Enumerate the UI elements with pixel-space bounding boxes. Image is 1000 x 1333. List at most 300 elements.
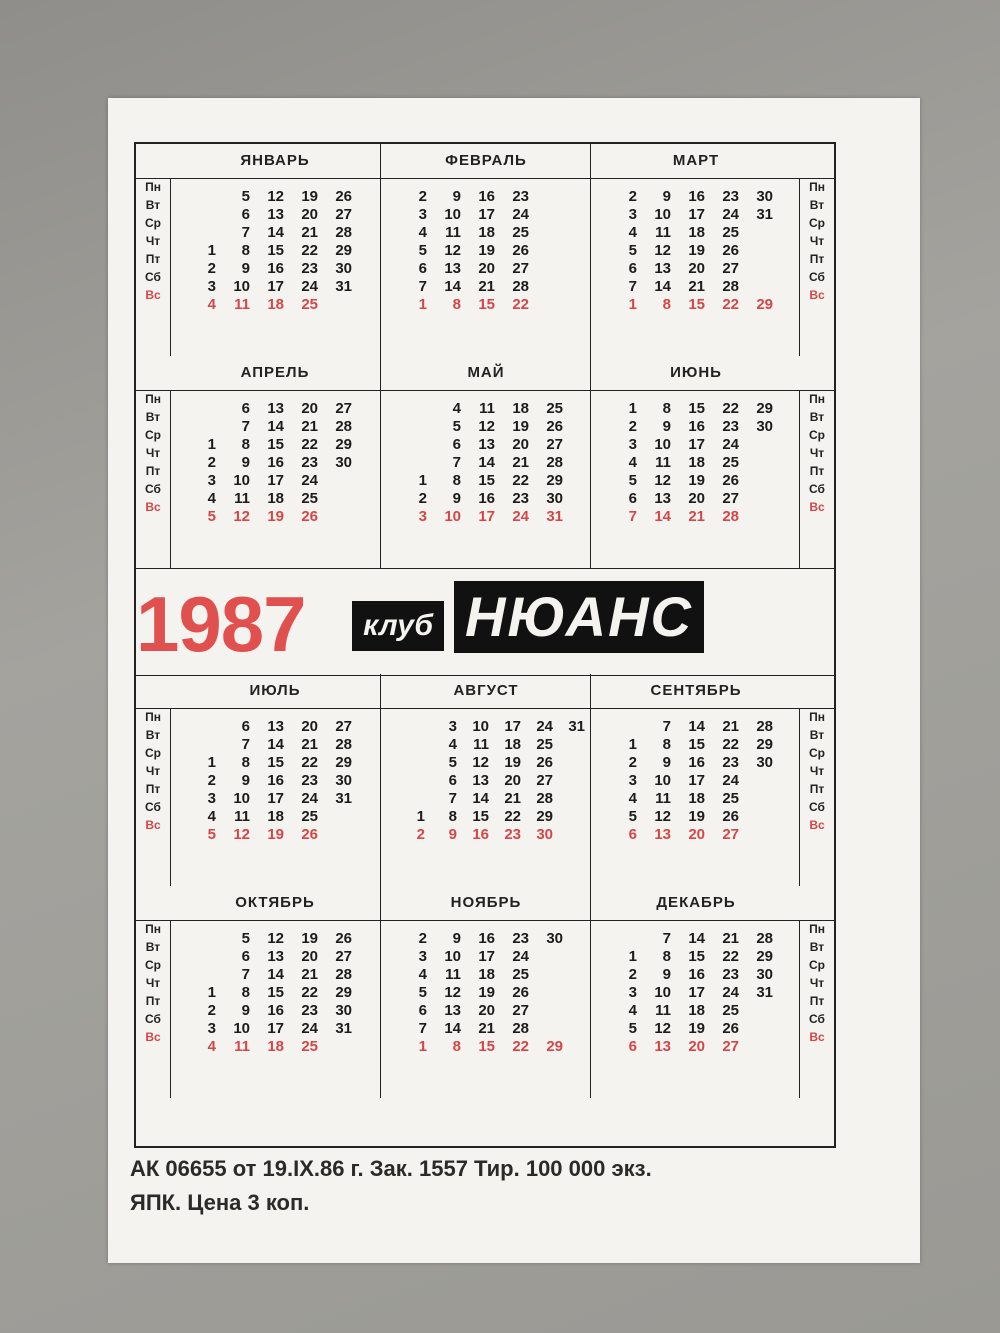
- day-number: 16: [472, 826, 489, 843]
- day-number: 6: [448, 772, 457, 789]
- day-number: 18: [688, 1002, 705, 1019]
- day-number: 18: [688, 224, 705, 241]
- weekday-row: [603, 754, 795, 772]
- day-number: 12: [472, 754, 489, 771]
- day-number: 21: [478, 1020, 495, 1037]
- day-number: [529, 1020, 563, 1038]
- weekday-row: [393, 772, 585, 790]
- day-number: 14: [267, 966, 284, 983]
- day-number: 6: [241, 948, 250, 965]
- day-number: 23: [722, 754, 739, 771]
- quarter-row-4: [136, 886, 834, 1098]
- day-number: 8: [241, 754, 250, 771]
- weekday-row: [603, 436, 795, 454]
- month-block: [170, 674, 380, 886]
- day-number: 12: [654, 1020, 671, 1037]
- day-number: 19: [504, 754, 521, 771]
- day-number: 9: [241, 454, 250, 471]
- day-number: 28: [756, 718, 773, 735]
- day-number: 24: [301, 790, 318, 807]
- day-number: 20: [301, 948, 318, 965]
- weekday-row: [603, 790, 795, 808]
- day-number: 6: [452, 436, 461, 453]
- day-number: 19: [301, 188, 318, 205]
- day-number: 25: [722, 454, 739, 471]
- day-number: [553, 790, 585, 808]
- day-number: [739, 242, 773, 260]
- weekday-column: [136, 178, 171, 356]
- day-number: 1: [628, 948, 637, 965]
- weekday-row: [603, 1020, 795, 1038]
- day-number: 19: [688, 808, 705, 825]
- month-block: [590, 674, 801, 886]
- day-number: 27: [335, 948, 352, 965]
- day-number: 20: [688, 826, 705, 843]
- day-number: 16: [267, 454, 284, 471]
- month-days: [393, 400, 585, 526]
- day-number: 31: [335, 1020, 352, 1037]
- weekday-label: Вт: [145, 728, 161, 742]
- day-number: 21: [722, 718, 739, 735]
- day-number: 12: [444, 242, 461, 259]
- day-number: 4: [628, 224, 637, 241]
- day-number: 14: [267, 224, 284, 241]
- day-number: 7: [418, 1020, 427, 1037]
- weekday-label: Пн: [145, 922, 161, 936]
- weekday-row: [393, 1038, 585, 1056]
- weekday-label: Сб: [145, 1012, 161, 1026]
- weekday-row: [393, 278, 585, 296]
- weekday-label: Сб: [145, 800, 161, 814]
- day-number: 22: [722, 948, 739, 965]
- day-number: 11: [445, 966, 461, 983]
- day-number: [603, 930, 637, 948]
- brand-logo: НЮАНС: [454, 581, 704, 653]
- day-number: 6: [241, 206, 250, 223]
- day-number: 15: [267, 436, 284, 453]
- day-number: 30: [546, 490, 563, 507]
- day-number: [393, 718, 425, 736]
- day-number: 26: [546, 418, 563, 435]
- day-number: 16: [688, 418, 705, 435]
- weekday-row: [393, 508, 585, 526]
- weekday-row: [182, 1038, 374, 1056]
- weekday-row: [182, 1002, 374, 1020]
- day-number: [529, 1002, 563, 1020]
- weekday-row: [603, 472, 795, 490]
- day-number: 18: [478, 224, 495, 241]
- day-number: 5: [207, 826, 216, 843]
- weekday-label: Сб: [145, 270, 161, 284]
- weekday-label: Пн: [809, 180, 825, 194]
- day-number: 30: [546, 930, 563, 947]
- month-name: ФЕВРАЛЬ: [445, 152, 527, 169]
- weekday-label: Вс: [145, 288, 161, 302]
- day-number: [739, 790, 773, 808]
- day-number: 13: [444, 1002, 461, 1019]
- weekday-label: Вт: [145, 198, 161, 212]
- day-number: 26: [335, 930, 352, 947]
- day-number: 3: [448, 718, 457, 735]
- day-number: 27: [335, 718, 352, 735]
- weekday-row: [603, 508, 795, 526]
- day-number: 27: [512, 260, 529, 277]
- day-number: 5: [418, 242, 427, 259]
- day-number: 3: [628, 436, 637, 453]
- day-number: 6: [628, 490, 637, 507]
- weekday-column: [799, 390, 834, 568]
- day-number: 9: [662, 188, 671, 205]
- day-number: 23: [301, 772, 318, 789]
- weekday-row: [603, 188, 795, 206]
- day-number: 20: [688, 260, 705, 277]
- day-number: 23: [722, 966, 739, 983]
- weekday-label: Вт: [145, 940, 161, 954]
- day-number: 27: [722, 260, 739, 277]
- weekday-row: [182, 736, 374, 754]
- day-number: [318, 490, 352, 508]
- day-number: 31: [568, 718, 585, 735]
- weekday-row: [182, 826, 374, 844]
- weekday-row: [393, 736, 585, 754]
- day-number: 17: [267, 1020, 284, 1037]
- day-number: 3: [628, 206, 637, 223]
- weekday-row: [182, 278, 374, 296]
- day-number: 13: [267, 718, 284, 735]
- weekday-label: Пт: [145, 994, 161, 1008]
- month-block: [380, 144, 591, 356]
- weekday-label: Пт: [145, 252, 161, 266]
- day-number: 23: [301, 1002, 318, 1019]
- day-number: 6: [628, 1038, 637, 1055]
- day-number: 15: [478, 1038, 495, 1055]
- weekday-row: [182, 930, 374, 948]
- day-number: 15: [267, 754, 284, 771]
- day-number: 2: [418, 490, 427, 507]
- day-number: 15: [688, 736, 705, 753]
- day-number: 15: [688, 400, 705, 417]
- weekday-row: [603, 736, 795, 754]
- weekday-row: [182, 718, 374, 736]
- day-number: 7: [241, 736, 250, 753]
- weekday-row: [393, 206, 585, 224]
- day-number: [529, 966, 563, 984]
- weekday-row: [603, 1038, 795, 1056]
- day-number: 12: [478, 418, 495, 435]
- year-label: 1987: [136, 580, 306, 668]
- month-days: [182, 718, 374, 844]
- day-number: 27: [722, 1038, 739, 1055]
- weekday-row: [603, 400, 795, 418]
- day-number: 14: [688, 718, 705, 735]
- day-number: 15: [478, 472, 495, 489]
- day-number: 13: [267, 206, 284, 223]
- day-number: 20: [504, 772, 521, 789]
- day-number: 27: [512, 1002, 529, 1019]
- weekday-label: Пн: [809, 922, 825, 936]
- weekday-row: [393, 242, 585, 260]
- day-number: 24: [722, 206, 739, 223]
- weekday-label: Чт: [145, 764, 161, 778]
- day-number: 7: [452, 454, 461, 471]
- day-number: 21: [512, 454, 529, 471]
- day-number: 18: [512, 400, 529, 417]
- day-number: 8: [241, 984, 250, 1001]
- day-number: 8: [662, 736, 671, 753]
- day-number: 30: [335, 454, 352, 471]
- weekday-row: [182, 224, 374, 242]
- day-number: 20: [301, 206, 318, 223]
- weekday-row: [182, 754, 374, 772]
- day-number: 25: [546, 400, 563, 417]
- day-number: 17: [267, 790, 284, 807]
- day-number: 30: [756, 418, 773, 435]
- day-number: [739, 808, 773, 826]
- day-number: 23: [722, 188, 739, 205]
- day-number: 17: [688, 772, 705, 789]
- day-number: [739, 260, 773, 278]
- day-number: [393, 418, 427, 436]
- day-number: 17: [267, 472, 284, 489]
- day-number: [393, 436, 427, 454]
- day-number: 21: [504, 790, 521, 807]
- day-number: 27: [722, 490, 739, 507]
- day-number: 26: [722, 1020, 739, 1037]
- day-number: 22: [301, 754, 318, 771]
- day-number: 20: [301, 400, 318, 417]
- day-number: 21: [301, 224, 318, 241]
- weekday-row: [393, 754, 585, 772]
- day-number: 12: [444, 984, 461, 1001]
- day-number: 19: [512, 418, 529, 435]
- day-number: 13: [654, 1038, 671, 1055]
- month-name: ЯНВАРЬ: [240, 152, 310, 169]
- day-number: 10: [654, 436, 671, 453]
- day-number: 28: [335, 418, 352, 435]
- weekday-row: [182, 260, 374, 278]
- day-number: 29: [335, 984, 352, 1001]
- month-days: [603, 188, 795, 314]
- day-number: 12: [654, 242, 671, 259]
- day-number: 13: [267, 948, 284, 965]
- month-block: [590, 356, 801, 568]
- day-number: 10: [654, 984, 671, 1001]
- day-number: [739, 472, 773, 490]
- day-number: 16: [478, 490, 495, 507]
- day-number: [182, 206, 216, 224]
- weekday-label: Чт: [809, 446, 825, 460]
- day-number: 29: [756, 400, 773, 417]
- day-number: 15: [688, 296, 705, 313]
- day-number: 27: [722, 826, 739, 843]
- weekday-label: Вт: [809, 728, 825, 742]
- weekday-row: [182, 1020, 374, 1038]
- day-number: 2: [418, 930, 427, 947]
- day-number: [739, 772, 773, 790]
- day-number: 6: [418, 260, 427, 277]
- day-number: 14: [267, 418, 284, 435]
- day-number: 24: [512, 206, 529, 223]
- day-number: 7: [241, 224, 250, 241]
- day-number: 27: [536, 772, 553, 789]
- month-days: [603, 718, 795, 844]
- weekday-label: Ср: [809, 958, 825, 972]
- weekday-row: [393, 948, 585, 966]
- day-number: 8: [241, 436, 250, 453]
- weekday-label: Пт: [809, 782, 825, 796]
- day-number: 20: [478, 260, 495, 277]
- month-days: [393, 930, 585, 1056]
- weekday-row: [393, 984, 585, 1002]
- day-number: 28: [546, 454, 563, 471]
- day-number: 24: [722, 984, 739, 1001]
- day-number: 15: [267, 984, 284, 1001]
- day-number: 1: [207, 984, 216, 1001]
- day-number: [318, 1038, 352, 1056]
- weekday-row: [603, 718, 795, 736]
- weekday-row: [603, 224, 795, 242]
- day-number: [739, 508, 773, 526]
- weekday-row: [603, 418, 795, 436]
- day-number: 18: [478, 966, 495, 983]
- day-number: 22: [301, 436, 318, 453]
- day-number: [182, 948, 216, 966]
- day-number: 9: [662, 754, 671, 771]
- day-number: 9: [452, 188, 461, 205]
- day-number: 18: [267, 490, 284, 507]
- day-number: 28: [335, 966, 352, 983]
- day-number: [182, 930, 216, 948]
- weekday-label: Ср: [145, 958, 161, 972]
- day-number: 2: [207, 454, 216, 471]
- day-number: 4: [628, 1002, 637, 1019]
- day-number: 24: [301, 278, 318, 295]
- day-number: 25: [301, 808, 318, 825]
- day-number: 27: [335, 206, 352, 223]
- day-number: [739, 224, 773, 242]
- weekday-row: [393, 224, 585, 242]
- day-number: 31: [335, 790, 352, 807]
- day-number: 8: [662, 296, 671, 313]
- day-number: 24: [722, 436, 739, 453]
- day-number: [182, 736, 216, 754]
- weekday-label: Сб: [145, 482, 161, 496]
- day-number: 18: [267, 808, 284, 825]
- weekday-label: Чт: [809, 764, 825, 778]
- day-number: [393, 400, 427, 418]
- day-number: 16: [267, 772, 284, 789]
- day-number: 22: [512, 296, 529, 313]
- day-number: 28: [335, 736, 352, 753]
- weekday-label: Сб: [809, 482, 825, 496]
- weekday-row: [603, 948, 795, 966]
- day-number: 12: [233, 826, 250, 843]
- weekday-row: [393, 454, 585, 472]
- weekday-row: [603, 296, 795, 314]
- day-number: 3: [207, 790, 216, 807]
- day-number: 17: [688, 206, 705, 223]
- day-number: 1: [418, 472, 427, 489]
- weekday-label: Сб: [809, 270, 825, 284]
- day-number: [739, 826, 773, 844]
- weekday-label: Ср: [809, 746, 825, 760]
- day-number: [393, 736, 425, 754]
- weekday-row: [393, 790, 585, 808]
- weekday-column: [136, 390, 171, 568]
- weekday-row: [603, 242, 795, 260]
- day-number: 10: [654, 772, 671, 789]
- day-number: 6: [628, 826, 637, 843]
- day-number: 16: [478, 930, 495, 947]
- day-number: 17: [688, 436, 705, 453]
- day-number: 22: [512, 1038, 529, 1055]
- day-number: 15: [472, 808, 489, 825]
- day-number: 17: [504, 718, 521, 735]
- day-number: 1: [207, 436, 216, 453]
- day-number: 5: [452, 418, 461, 435]
- weekday-row: [603, 206, 795, 224]
- day-number: 3: [418, 948, 427, 965]
- day-number: 3: [628, 772, 637, 789]
- month-block: [590, 144, 801, 356]
- day-number: 4: [628, 790, 637, 807]
- day-number: 28: [335, 224, 352, 241]
- day-number: 7: [628, 278, 637, 295]
- day-number: 30: [335, 260, 352, 277]
- day-number: 10: [233, 1020, 250, 1037]
- day-number: 7: [241, 966, 250, 983]
- day-number: 2: [207, 260, 216, 277]
- print-info-line-2: ЯПК. Цена 3 коп.: [130, 1190, 310, 1215]
- weekday-row: [393, 400, 585, 418]
- day-number: 3: [418, 508, 427, 525]
- day-number: 11: [655, 790, 671, 807]
- day-number: 25: [722, 1002, 739, 1019]
- weekday-label: Ср: [809, 428, 825, 442]
- day-number: [739, 436, 773, 454]
- day-number: [393, 790, 425, 808]
- day-number: 11: [655, 1002, 671, 1019]
- weekday-row: [182, 948, 374, 966]
- day-number: 7: [448, 790, 457, 807]
- day-number: 31: [756, 984, 773, 1001]
- day-number: 9: [662, 966, 671, 983]
- weekday-row: [393, 826, 585, 844]
- weekday-label: Сб: [809, 1012, 825, 1026]
- weekday-row: [182, 772, 374, 790]
- day-number: 17: [267, 278, 284, 295]
- day-number: 9: [241, 260, 250, 277]
- weekday-row: [182, 436, 374, 454]
- day-number: 24: [512, 948, 529, 965]
- day-number: [182, 400, 216, 418]
- weekday-row: [182, 808, 374, 826]
- day-number: 13: [478, 436, 495, 453]
- day-number: 25: [512, 224, 529, 241]
- day-number: 5: [241, 188, 250, 205]
- weekday-row: [603, 984, 795, 1002]
- day-number: 30: [756, 754, 773, 771]
- month-days: [603, 400, 795, 526]
- day-number: 1: [628, 296, 637, 313]
- weekday-label: Пн: [145, 392, 161, 406]
- day-number: 11: [655, 454, 671, 471]
- day-number: 4: [452, 400, 461, 417]
- day-number: 26: [722, 242, 739, 259]
- weekday-label: Пт: [809, 464, 825, 478]
- day-number: [318, 296, 352, 314]
- day-number: 26: [301, 826, 318, 843]
